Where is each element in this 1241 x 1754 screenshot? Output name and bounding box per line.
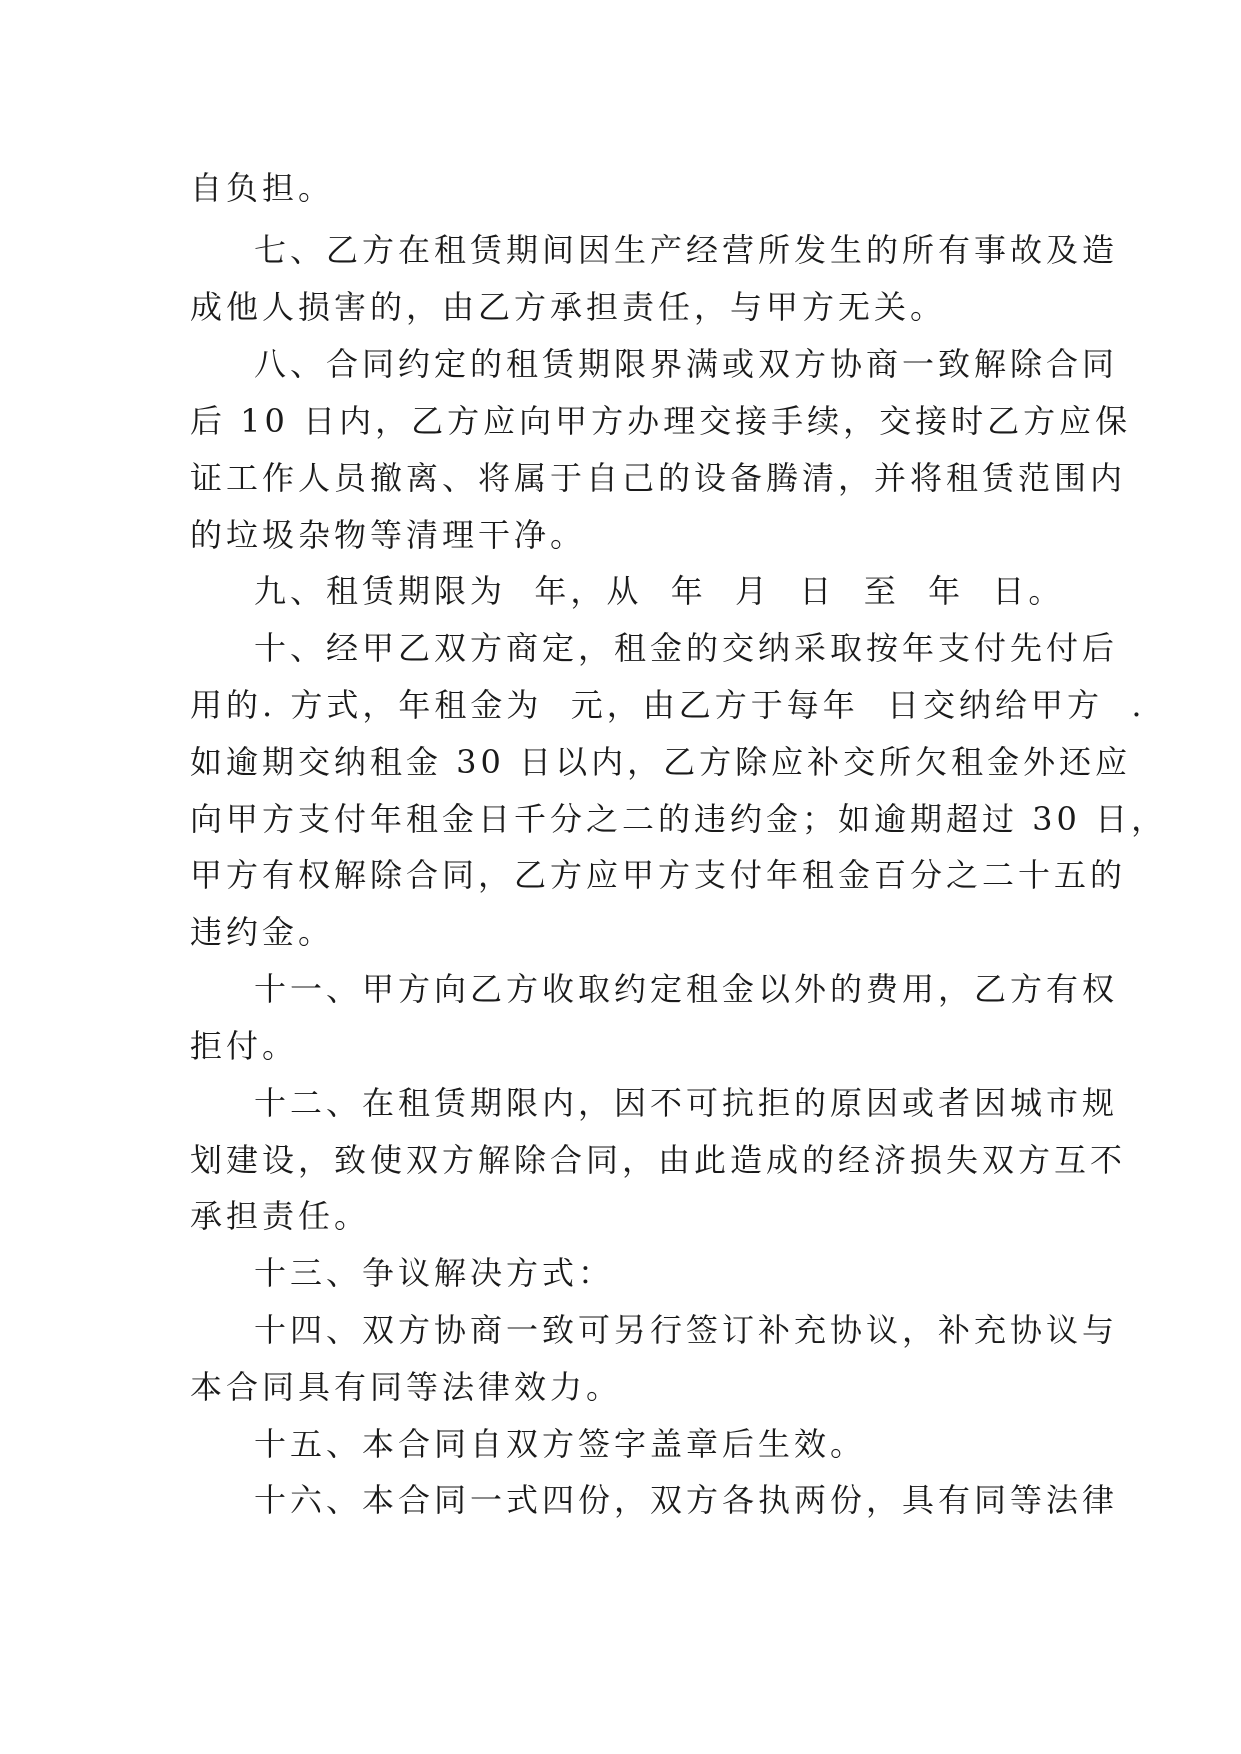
text-line-19: 承担责任。 xyxy=(190,1197,371,1235)
text-line-1: 自负担。 xyxy=(190,169,335,207)
text-line-21: 十四、双方协商一致可另行签订补充协议，补充协议与 xyxy=(254,1311,1119,1349)
text-line-6: 证工作人员撤离、将属于自己的设备腾清，并将租赁范围内 xyxy=(190,459,1127,497)
text-line-5: 后 10 日内，乙方应向甲方办理交接手续，交接时乙方应保 xyxy=(190,402,1132,440)
text-line-2: 七、乙方在租赁期间因生产经营所发生的所有事故及造 xyxy=(254,231,1119,269)
text-line-7: 的垃圾杂物等清理干净。 xyxy=(190,516,587,554)
text-line-24: 十六、本合同一式四份，双方各执两份，具有同等法律 xyxy=(254,1481,1119,1519)
text-line-11: 如逾期交纳租金 30 日以内，乙方除应补交所欠租金外还应 xyxy=(190,743,1132,781)
text-line-8: 九、租赁期限为 年，从 年 月 日 至 年 日。 xyxy=(254,572,1065,610)
text-line-4: 八、合同约定的租赁期限界满或双方协商一致解除合同 xyxy=(254,345,1119,383)
text-line-13: 甲方有权解除合同，乙方应甲方支付年租金百分之二十五的 xyxy=(190,856,1127,894)
text-line-15: 十一、甲方向乙方收取约定租金以外的费用，乙方有权 xyxy=(254,970,1119,1008)
text-line-9: 十、经甲乙双方商定，租金的交纳采取按年支付先付后 xyxy=(254,629,1119,667)
text-line-22: 本合同具有同等法律效力。 xyxy=(190,1368,623,1406)
text-line-14: 违约金。 xyxy=(190,913,335,951)
text-line-17: 十二、在租赁期限内，因不可抗拒的原因或者因城市规 xyxy=(254,1084,1119,1122)
text-line-23: 十五、本合同自双方签字盖章后生效。 xyxy=(254,1425,867,1463)
text-line-3: 成他人损害的，由乙方承担责任，与甲方无关。 xyxy=(190,288,947,326)
text-line-18: 划建设，致使双方解除合同，由此造成的经济损失双方互不 xyxy=(190,1141,1127,1179)
text-line-10: 用的. 方式，年租金为 元，由乙方于每年 日交纳给甲方 . xyxy=(190,686,1146,724)
text-line-20: 十三、争议解决方式： xyxy=(254,1254,615,1292)
text-line-16: 拒付。 xyxy=(190,1027,299,1065)
text-line-12: 向甲方支付年租金日千分之二的违约金；如逾期超过 30 日， xyxy=(190,800,1168,838)
